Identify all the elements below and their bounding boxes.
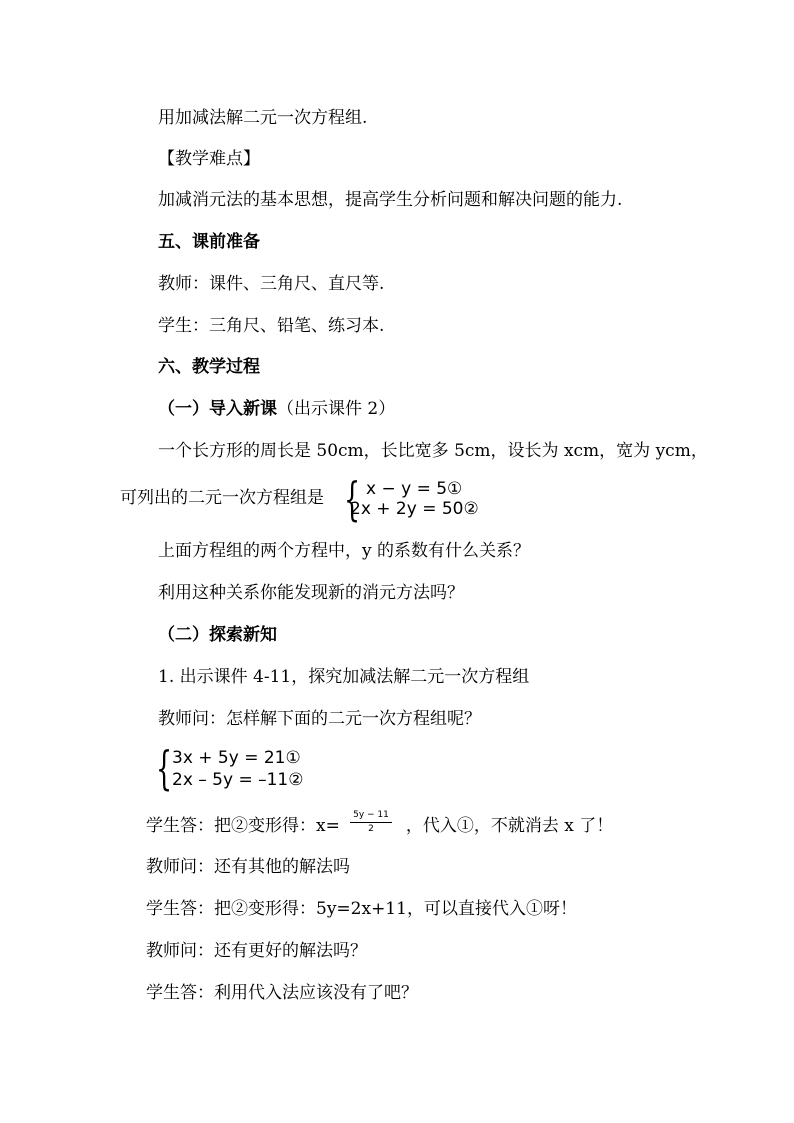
fraction-bar [350,822,392,823]
paragraph-teacher-ask-2: 教师问：还有其他的解法吗 [146,857,350,877]
fraction-numerator: 5y − 11 [353,810,389,820]
equation-2: 2x – 5y = –11② [172,770,304,790]
equation-2: 2x + 2y = 50② [350,499,479,519]
paragraph-method: 用加减法解二元一次方程组. [158,108,368,128]
subheading-explore: （二）探索新知 [158,625,277,645]
subheading-intro-note: （出示课件 2） [277,399,396,419]
paragraph-rectangle-problem: 一个长方形的周长是 50cm，长比宽多 5cm，设长为 xcm，宽为 ycm， [158,441,708,461]
paragraph-system-prefix: 可列出的二元一次方程组是 [120,488,324,508]
paragraph-student-answer-2: 学生答：把②变形得：5y=2x+11，可以直接代入①呀！ [146,899,577,919]
heading-preparation: 五、课前准备 [158,232,260,252]
paragraph-teacher-prep: 教师：课件、三角尺、直尺等. [158,274,385,294]
subheading-intro-title: （一）导入新课 [158,399,277,419]
heading-process: 六、教学过程 [158,357,260,377]
system-brace: { [344,472,361,526]
answer-suffix: ，代入①，不就消去 x 了！ [405,816,614,836]
paragraph-coefficient-question: 上面方程组的两个方程中，y 的系数有什么关系？ [158,541,531,561]
answer-prefix: 学生答：把②变形得：x= [146,816,340,836]
equation-1: 3x + 5y = 21① [172,748,301,768]
paragraph-difficulty: 加减消元法的基本思想，提高学生分析问题和解决问题的能力. [158,190,623,210]
paragraph-courseware: 1. 出示课件 4-11，探究加减法解二元一次方程组 [158,667,530,687]
paragraph-teacher-ask-3: 教师问：还有更好的解法吗？ [146,941,367,961]
equation-1: x − y = 5① [366,479,463,499]
paragraph-student-prep: 学生：三角尺、铅笔、练习本. [158,316,385,336]
fraction-expression [348,810,394,835]
paragraph-teacher-ask-1: 教师问：怎样解下面的二元一次方程组呢？ [158,709,481,729]
subheading-intro [158,398,395,420]
paragraph-student-answer-3: 学生答：利用代入法应该没有了吧？ [146,983,418,1003]
system-brace: { [156,741,173,795]
heading-difficulty: 【教学难点】 [158,149,260,169]
fraction-denominator: 2 [368,824,374,834]
paragraph-new-method-question: 利用这种关系你能发现新的消元方法吗？ [158,583,464,603]
